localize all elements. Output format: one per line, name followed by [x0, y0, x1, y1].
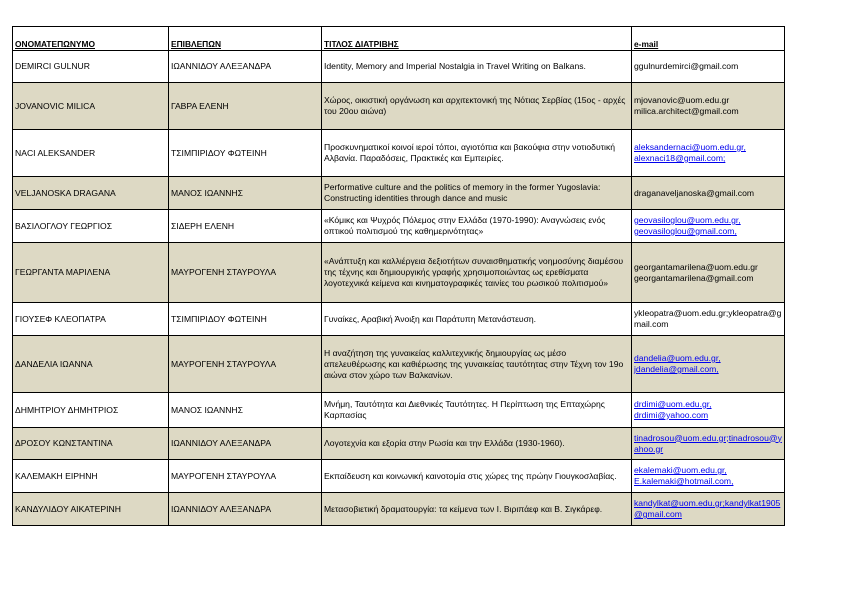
table-row	[13, 51, 785, 83]
thesis-title-cell: Χώρος, οικιστική οργάνωση και αρχιτεκτονική της Νότιας Σερβίας (15ος - αρχές του 20ου αιώνα)	[322, 83, 632, 130]
phd-students-table	[12, 26, 785, 526]
student-name-cell: VELJANOSKA DRAGANA	[13, 177, 169, 210]
thesis-title-cell: Identity, Memory and Imperial Nostalgia in Travel Writing on Balkans.	[322, 51, 632, 83]
thesis-title-cell: Προσκυνηματικοί κοινοί ιεροί τόποι, αγιοτόπια και βακούφια στην νοτιοδυτική Αλβανία. Παραδόσεις, Πρακτικές και Εμπειρίες.	[322, 130, 632, 177]
student-name-cell: NACI ALEKSANDER	[13, 130, 169, 177]
email-cell: georgantamarilena@uom.edu.gr georgantamarilena@gmail.com	[632, 243, 785, 303]
supervisor-cell: ΙΩΑΝΝΙΔΟΥ ΑΛΕΞΑΝΔΡΑ	[169, 51, 322, 83]
table-row	[13, 210, 785, 243]
email-cell[interactable]: aleksandernaci@uom.edu.gr, alexnaci18@gmail.com;	[632, 130, 785, 177]
header-title: ΤΙΤΛΟΣ ΔΙΑΤΡΙΒΗΣ	[322, 27, 632, 51]
table-row	[13, 393, 785, 428]
thesis-title-cell: Μετασοβιετική δραματουργία: τα κείμενα των Ι. Βιριπάεφ και Β. Σιγκάρεφ.	[322, 493, 632, 526]
email-cell[interactable]: tinadrosou@uom.edu.gr;tinadrosou@yahoo.gr	[632, 428, 785, 460]
student-name-cell: ΚΑΛΕΜΑΚΗ ΕΙΡΗΝΗ	[13, 460, 169, 493]
student-name-cell: ΒΑΣΙΛΟΓΛΟΥ ΓΕΩΡΓΙΟΣ	[13, 210, 169, 243]
student-name-cell: ΔΑΝΔΕΛΙΑ ΙΩΑΝΝΑ	[13, 336, 169, 393]
email-cell[interactable]: drdimi@uom.edu.gr, drdimi@yahoo.com	[632, 393, 785, 428]
supervisor-cell: ΤΣΙΜΠΙΡΙΔΟΥ ΦΩΤΕΙΝΗ	[169, 130, 322, 177]
student-name-cell: ΓΙΟΥΣΕΦ ΚΛΕΟΠΑΤΡΑ	[13, 303, 169, 336]
table-row	[13, 130, 785, 177]
thesis-title-cell: Λογοτεχνία και εξορία στην Ρωσία και την Ελλάδα (1930-1960).	[322, 428, 632, 460]
table-row	[13, 460, 785, 493]
thesis-title-cell: Γυναίκες, Αραβική Άνοιξη και Παράτυπη Μετανάστευση.	[322, 303, 632, 336]
supervisor-cell: ΣΙΔΕΡΗ ΕΛΕΝΗ	[169, 210, 322, 243]
thesis-title-cell: Performative culture and the politics of memory in the former Yugoslavia: Constructing identities through dance and music	[322, 177, 632, 210]
student-name-cell: ΚΑΝΔΥΛΙΔΟΥ ΑΙΚΑΤΕΡΙΝΗ	[13, 493, 169, 526]
table-row	[13, 83, 785, 130]
email-cell: ykleopatra@uom.edu.gr;ykleopatra@gmail.com	[632, 303, 785, 336]
supervisor-cell: ΙΩΑΝΝΙΔΟΥ ΑΛΕΞΑΝΔΡΑ	[169, 428, 322, 460]
email-cell: mjovanovic@uom.edu.gr milica.architect@gmail.com	[632, 83, 785, 130]
student-name-cell: JOVANOVIC MILICA	[13, 83, 169, 130]
table-row	[13, 243, 785, 303]
email-cell[interactable]: kandylkat@uom.edu.gr;kandylkat1905@gmail.com	[632, 493, 785, 526]
table-row	[13, 336, 785, 393]
thesis-title-cell: Εκπαίδευση και κοινωνική καινοτομία στις χώρες της πρώην Γιουγκοσλαβίας.	[322, 460, 632, 493]
student-name-cell: ΔΗΜΗΤΡΙΟΥ ΔΗΜΗΤΡΙΟΣ	[13, 393, 169, 428]
table-row	[13, 303, 785, 336]
thesis-title-cell: «Ανάπτυξη και καλλιέργεια δεξιοτήτων συναισθηματικής νοημοσύνης διαμέσου της τέχνης και δημιουργικής γραφής χρησιμοποιώντας ως ερεθίσματα λογοτεχνικά κείμενα και κινηματογραφικές ταινίες του ρωσικού πολιτισμού»	[322, 243, 632, 303]
header-email: e-mail	[632, 27, 785, 51]
supervisor-cell: ΜΑΥΡΟΓΕΝΗ ΣΤΑΥΡΟΥΛΑ	[169, 243, 322, 303]
table-row	[13, 177, 785, 210]
thesis-title-cell: «Κόμικς και Ψυχρός Πόλεμος στην Ελλάδα (1970-1990): Αναγνώσεις ενός οπτικού πολιτισμού της καθημερινότητας»	[322, 210, 632, 243]
supervisor-cell: ΜΑΥΡΟΓΕΝΗ ΣΤΑΥΡΟΥΛΑ	[169, 460, 322, 493]
email-cell: draganaveljanoska@gmail.com	[632, 177, 785, 210]
email-cell: ggulnurdemirci@gmail.com	[632, 51, 785, 83]
supervisor-cell: ΜΑΝΟΣ ΙΩΑΝΝΗΣ	[169, 177, 322, 210]
student-name-cell: ΔΡΟΣΟΥ ΚΩΝΣΤΑΝΤΙΝΑ	[13, 428, 169, 460]
thesis-title-cell: Μνήμη, Ταυτότητα και Διεθνικές Ταυτότητες. Η Περίπτωση της Επταχώρης Καρπασίας	[322, 393, 632, 428]
supervisor-cell: ΓΑΒΡΑ ΕΛΕΝΗ	[169, 83, 322, 130]
header-row	[13, 27, 785, 51]
supervisor-cell: ΤΣΙΜΠΙΡΙΔΟΥ ΦΩΤΕΙΝΗ	[169, 303, 322, 336]
supervisor-cell: ΜΑΝΟΣ ΙΩΑΝΝΗΣ	[169, 393, 322, 428]
supervisor-cell: ΜΑΥΡΟΓΕΝΗ ΣΤΑΥΡΟΥΛΑ	[169, 336, 322, 393]
table-row	[13, 493, 785, 526]
header-supervisor: ΕΠΙΒΛΕΠΩΝ	[169, 27, 322, 51]
thesis-title-cell: Η αναζήτηση της γυναικείας καλλιτεχνικής δημιουργίας ως μέσο απελευθέρωσης και καθιέρωσης της γυναικείας ταυτότητας στην Τέχνη τον 19ο αιώνα στον χώρο των Βαλκανίων.	[322, 336, 632, 393]
email-cell[interactable]: ekalemaki@uom.edu.gr, E.kalemaki@hotmail.com,	[632, 460, 785, 493]
student-name-cell: ΓΕΩΡΓΑΝΤΑ ΜΑΡΙΛΕΝΑ	[13, 243, 169, 303]
email-cell[interactable]: dandelia@uom.edu.gr, jdandelia@gmail.com,	[632, 336, 785, 393]
student-name-cell: DEMIRCI GULNUR	[13, 51, 169, 83]
table-row	[13, 428, 785, 460]
email-cell[interactable]: geovasiloglou@uom.edu.gr, geovasiloglou@gmail.com,	[632, 210, 785, 243]
supervisor-cell: ΙΩΑΝΝΙΔΟΥ ΑΛΕΞΑΝΔΡΑ	[169, 493, 322, 526]
header-name: ΟΝΟΜΑΤΕΠΩΝΥΜΟ	[13, 27, 169, 51]
